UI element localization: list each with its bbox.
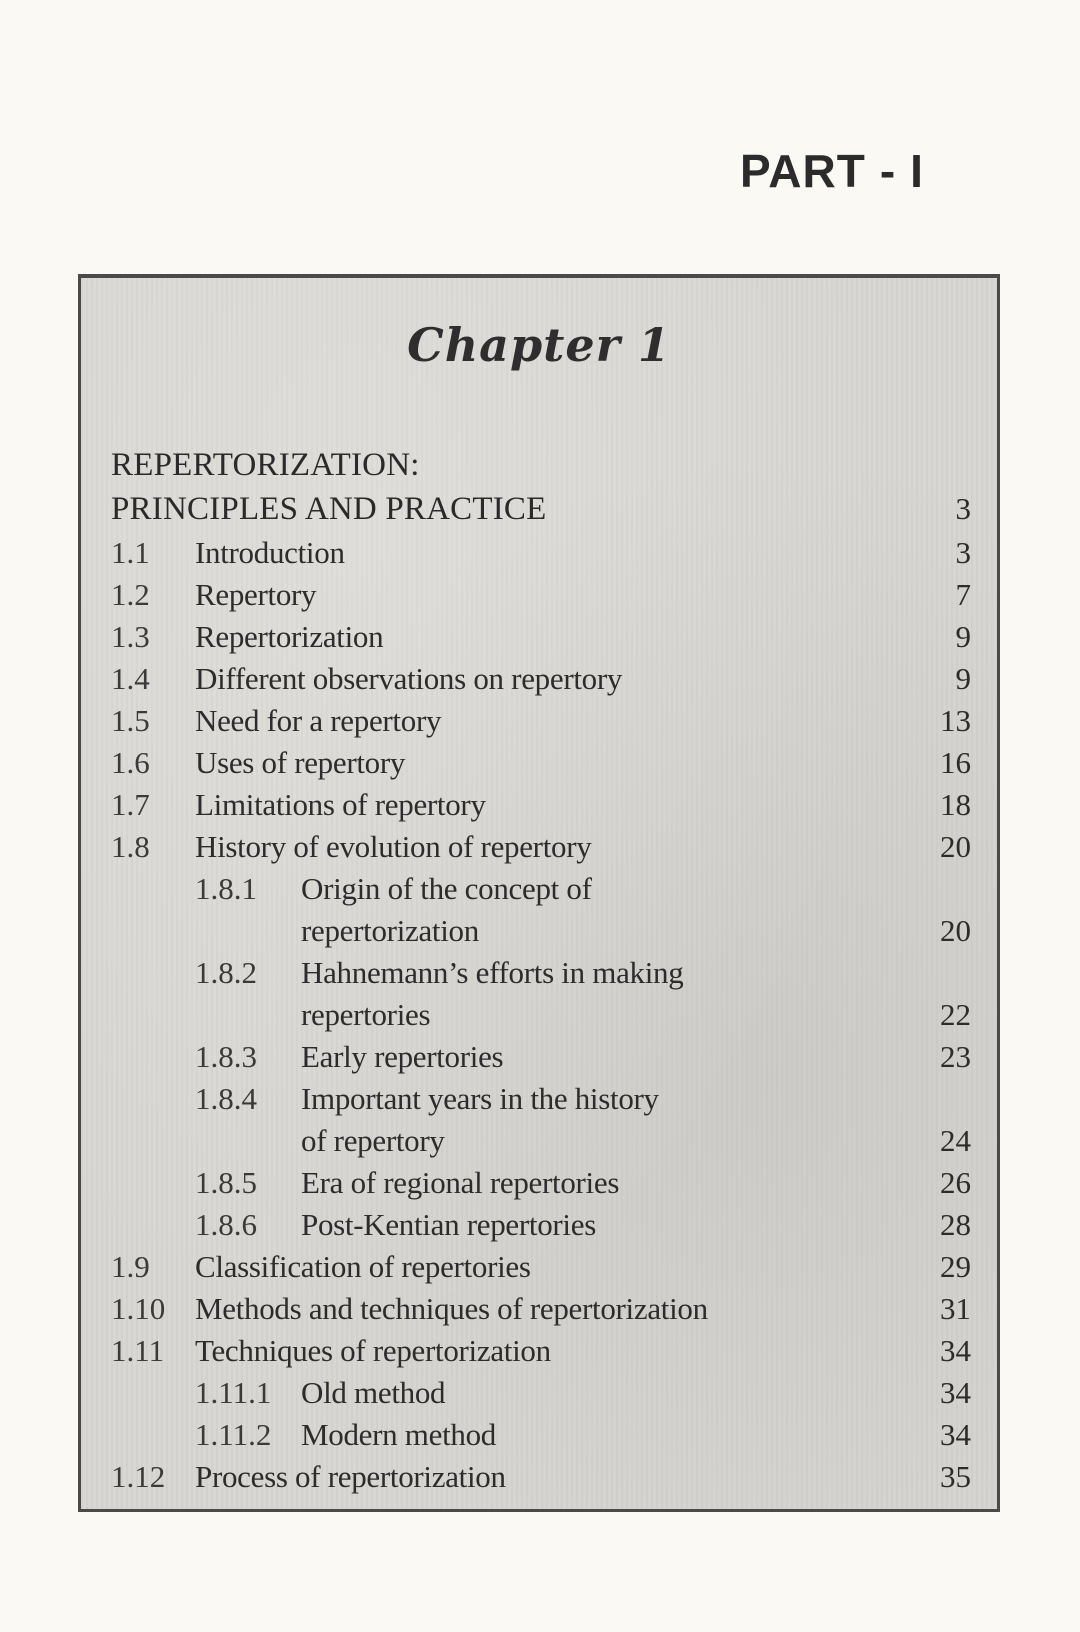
toc-entry-page-number: 34 — [940, 1375, 971, 1410]
toc-entry-title: Techniques of repertorization — [195, 1333, 551, 1368]
toc-entry — [111, 1372, 971, 1414]
toc-entry-number: 1.2 — [111, 577, 150, 612]
part-heading — [740, 144, 924, 198]
toc-entry-page-number: 22 — [940, 997, 971, 1032]
toc-entry-title: Process of repertorization — [195, 1459, 506, 1494]
toc-entry — [111, 1246, 971, 1288]
toc-entry — [111, 994, 971, 1036]
toc-entry-title: Early repertories — [301, 1039, 504, 1074]
toc-entry-number: 1.8.3 — [195, 1039, 257, 1074]
toc-entry — [111, 1456, 971, 1498]
toc-entry — [111, 532, 971, 574]
toc-entry-title: Modern method — [301, 1417, 496, 1452]
part-separator: - — [879, 145, 897, 197]
toc-entry-title: repertorization — [301, 913, 479, 948]
toc-entry-title: Era of regional repertories — [301, 1165, 620, 1200]
toc-entry — [111, 1162, 971, 1204]
toc-entry — [111, 616, 971, 658]
toc-entry-title: Uses of repertory — [195, 745, 406, 780]
toc-entry-number: 1.8.2 — [195, 955, 257, 990]
toc-entry-page-number: 16 — [940, 745, 971, 780]
toc-entry-page-number: 20 — [940, 829, 971, 864]
chapter-heading — [111, 443, 547, 531]
toc-entry-number: 1.5 — [111, 703, 150, 738]
toc-entry-number: 1.11.1 — [195, 1375, 272, 1410]
toc-entry-number: 1.10 — [111, 1291, 166, 1326]
toc-entry-title: Classification of repertories — [195, 1249, 531, 1284]
toc-entry-title: Different observations on repertory — [195, 661, 623, 696]
toc-entry-page-number: 24 — [940, 1123, 971, 1158]
toc-entry-number: 1.1 — [111, 535, 150, 570]
toc-entry — [111, 868, 971, 910]
toc-entry-page-number: 28 — [940, 1207, 971, 1242]
chapter-heading-line-2: PRINCIPLES AND PRACTICE — [111, 491, 547, 527]
toc-entry — [111, 826, 971, 868]
toc-entry-page-number: 34 — [940, 1417, 971, 1452]
toc-entry-page-number: 9 — [955, 661, 971, 696]
toc-entry-page-number: 13 — [940, 703, 971, 738]
toc-entry-title: Introduction — [195, 535, 345, 570]
toc-entry-number: 1.8.5 — [195, 1165, 257, 1200]
toc-entry — [111, 700, 971, 742]
toc-entry — [111, 1414, 971, 1456]
toc-entry-number: 1.7 — [111, 787, 150, 822]
chapter-heading-page-number: 3 — [955, 491, 971, 526]
toc-entry-page-number: 3 — [955, 535, 971, 570]
toc-entry-title: Hahnemann’s efforts in making — [301, 955, 684, 990]
toc-entry-page-number: 29 — [940, 1249, 971, 1284]
toc-entry-page-number: 7 — [955, 577, 971, 612]
toc-entry-number: 1.9 — [111, 1249, 150, 1284]
toc-entry — [111, 784, 971, 826]
toc-entry-number: 1.8.1 — [195, 871, 257, 906]
toc-entry-page-number: 31 — [940, 1291, 971, 1326]
toc-entry — [111, 574, 971, 616]
toc-entry — [111, 1330, 971, 1372]
table-of-contents-box — [78, 274, 1000, 1512]
toc-entry-number: 1.11.2 — [195, 1417, 272, 1452]
toc-entry-title: Need for a repertory — [195, 703, 442, 738]
toc-entry — [111, 1288, 971, 1330]
part-label: PART — [740, 145, 866, 197]
toc-entry-number: 1.3 — [111, 619, 150, 654]
toc-entry-title: of repertory — [301, 1123, 445, 1158]
part-numeral: I — [910, 145, 924, 197]
toc-entry-title: Repertory — [195, 577, 317, 612]
toc-entry-page-number: 26 — [940, 1165, 971, 1200]
toc-entry-number: 1.12 — [111, 1459, 166, 1494]
toc-entry-title: Origin of the concept of — [301, 871, 592, 906]
chapter-title: Chapter 1 — [407, 318, 671, 372]
toc-entry-page-number: 9 — [955, 619, 971, 654]
toc-entry-number: 1.4 — [111, 661, 150, 696]
toc-entry-page-number: 18 — [940, 787, 971, 822]
toc-entry — [111, 742, 971, 784]
toc-entry-title: History of evolution of repertory — [195, 829, 592, 864]
toc-entry-page-number: 23 — [940, 1039, 971, 1074]
toc-list — [111, 532, 971, 1498]
toc-entry — [111, 1078, 971, 1120]
toc-entry-number: 1.11 — [111, 1333, 165, 1368]
toc-entry-title: Methods and techniques of repertorization — [195, 1291, 708, 1326]
toc-entry-number: 1.8.6 — [195, 1207, 257, 1242]
toc-entry-title: Repertorization — [195, 619, 384, 654]
toc-entry-number: 1.8 — [111, 829, 150, 864]
toc-entry — [111, 910, 971, 952]
toc-entry-number: 1.8.4 — [195, 1081, 257, 1116]
toc-entry — [111, 658, 971, 700]
toc-entry-title: repertories — [301, 997, 431, 1032]
toc-entry-title: Important years in the history — [301, 1081, 659, 1116]
toc-entry-page-number: 35 — [940, 1459, 971, 1494]
toc-entry-page-number: 20 — [940, 913, 971, 948]
toc-entry-title: Limitations of repertory — [195, 787, 486, 822]
toc-entry — [111, 1120, 971, 1162]
toc-entry — [111, 1036, 971, 1078]
toc-entry — [111, 952, 971, 994]
toc-entry-number: 1.6 — [111, 745, 150, 780]
toc-entry-page-number: 34 — [940, 1333, 971, 1368]
toc-entry-title: Post-Kentian repertories — [301, 1207, 596, 1242]
chapter-heading-line-1: REPERTORIZATION: — [111, 447, 420, 483]
toc-entry-title: Old method — [301, 1375, 446, 1410]
toc-entry — [111, 1204, 971, 1246]
